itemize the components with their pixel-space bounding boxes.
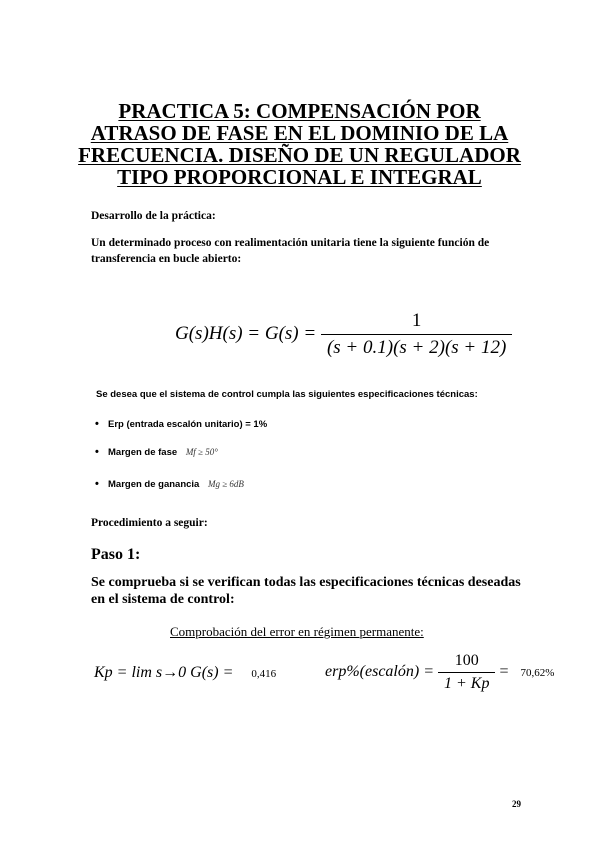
- spec-intro: Se desea que el sistema de control cumpla las siguientes especificaciones técnicas:: [96, 389, 478, 400]
- error-value: 70,62%: [520, 667, 555, 680]
- spec-item-gain-margin: [108, 479, 244, 490]
- kp-value: 0,416: [251, 668, 277, 680]
- section-label: Desarrollo de la práctica:: [91, 210, 216, 222]
- transfer-function-lhs: G(s)H(s) = G(s) =: [175, 322, 317, 344]
- spec-formula: Mf ≥ 50°: [185, 447, 218, 457]
- transfer-function-numerator: 1: [411, 310, 422, 331]
- section-subheading: Comprobación del error en régimen permanente:: [170, 624, 424, 639]
- kp-equation-lhs: Kp = lim s→0 G(s) =: [94, 664, 234, 681]
- title-line-2: ATRASO DE FASE EN EL DOMINIO DE LA: [90, 121, 509, 145]
- page-number: 29: [512, 799, 521, 809]
- step-paragraph: Se comprueba si se verifican todas las especificaciones técnicas deseadas en el sistema de control:: [91, 575, 521, 607]
- error-numerator: 100: [454, 652, 479, 669]
- spec-label: Margen de ganancia: [108, 479, 200, 490]
- error-fraction: [438, 652, 495, 693]
- procedure-label: Procedimiento a seguir:: [91, 517, 208, 529]
- spec-label: Erp (entrada escalón unitario) = 1%: [108, 419, 268, 430]
- spec-label: Margen de fase: [108, 447, 178, 458]
- transfer-function-fraction: [321, 310, 512, 359]
- error-equals: =: [499, 663, 509, 681]
- transfer-function-denominator: (s + 0.1)(s + 2)(s + 12): [321, 334, 512, 359]
- kp-equation: [94, 664, 276, 682]
- error-equation-lhs: erp%(escalón) =: [325, 663, 434, 681]
- title-line-1: PRACTICA 5: COMPENSACIÓN POR: [118, 99, 481, 123]
- spec-formula: Mg ≥ 6dB: [207, 479, 244, 489]
- error-denominator: 1 + Kp: [438, 672, 495, 693]
- transfer-function-equation: [175, 310, 512, 359]
- step-heading: Paso 1:: [91, 546, 141, 563]
- intro-paragraph: Un determinado proceso con realimentación unitaria tiene la siguiente función de transferencia en bucle abierto:: [91, 237, 490, 265]
- spec-item-erp: [108, 419, 267, 430]
- title-line-3: FRECUENCIA. DISEÑO DE UN REGULADOR: [78, 143, 521, 167]
- title-line-4: TIPO PROPORCIONAL E INTEGRAL: [117, 165, 482, 189]
- error-equation: [325, 652, 554, 693]
- spec-item-phase-margin: [108, 447, 218, 458]
- page-title: [70, 100, 529, 188]
